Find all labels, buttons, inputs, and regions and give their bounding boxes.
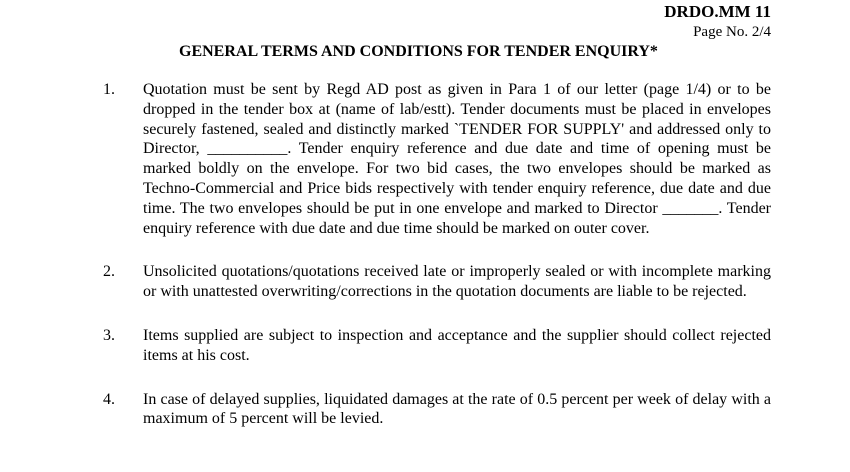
clause-item <box>103 390 771 430</box>
clause-item <box>103 80 771 238</box>
clause-item <box>103 262 771 302</box>
clause-text: Unsolicited quotations/quotations received late or improperly sealed or with incomplete marking or with unattested overwriting/corrections in the quotation documents are liable to be rejected. <box>143 263 771 301</box>
clause-number: 4. <box>103 390 115 408</box>
clause-text: In case of delayed supplies, liquidated damages at the rate of 0.5 percent per week of delay with a maximum of 5 percent will be levied. <box>143 390 771 428</box>
clause-list <box>103 80 771 429</box>
clause-text: Quotation must be sent by Regd AD post as given in Para 1 of our letter (page 1/4) or to be dropped in the tender box at (name of lab/estt). Tender documents must be placed in envelopes securely fastened, sealed and distinctly marked `TENDER FOR SUPPLY' and addressed only to Director, __________. Tender enquiry reference and due date and time of opening must be marked boldly on the envelope. For two bid cases, the two envelopes should be marked as Techno-Commercial and Price bids respectively with tender enquiry reference, due date and due time. The two envelopes should be put in one envelope and marked to Director _______. Tender enquiry reference with due date and due time should be marked on outer cover. <box>143 81 771 237</box>
page-number: Page No. 2/4 <box>693 24 771 40</box>
clause-number: 1. <box>103 81 115 98</box>
clause-number: 3. <box>103 326 115 344</box>
clause-item <box>103 326 771 366</box>
document-title: GENERAL TERMS AND CONDITIONS FOR TENDER ENQUIRY* <box>179 43 658 60</box>
clause-number: 2. <box>103 263 115 281</box>
document-code: DRDO.MM 11 <box>664 2 771 21</box>
clause-text: Items supplied are subject to inspection and acceptance and the supplier should collect rejected items at his cost. <box>143 326 771 364</box>
